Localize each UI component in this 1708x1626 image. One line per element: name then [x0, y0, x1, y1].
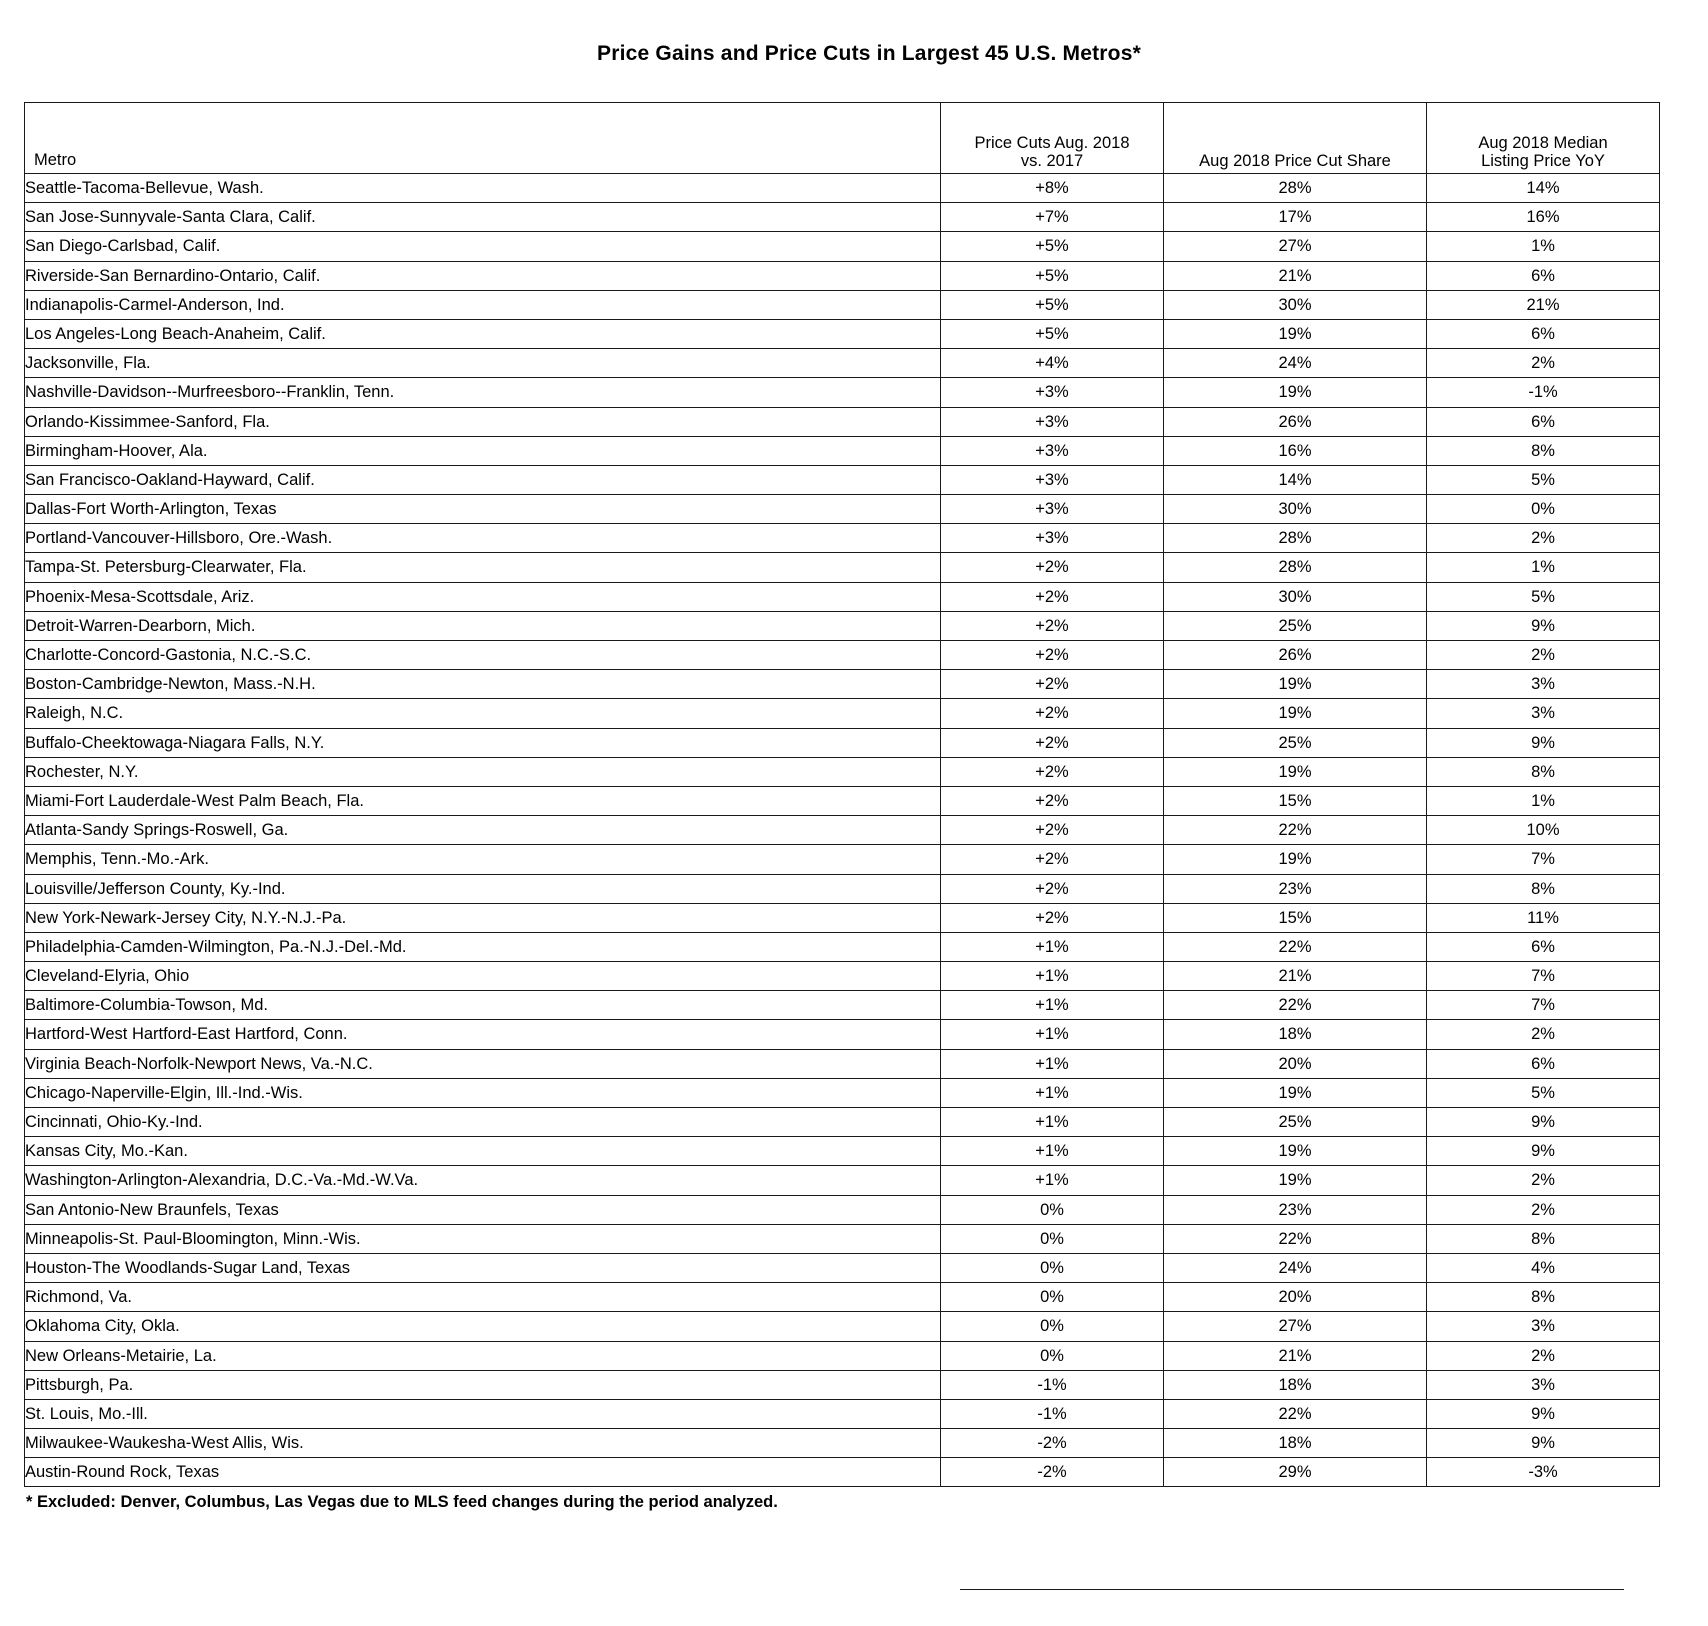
cell-price-cuts-yoy: +2%	[941, 728, 1164, 757]
cell-price-cut-share: 24%	[1164, 349, 1427, 378]
cell-median-listing-yoy: 1%	[1427, 232, 1660, 261]
column-header-median-listing-yoy	[1427, 103, 1660, 174]
cell-price-cut-share: 30%	[1164, 495, 1427, 524]
cell-metro: Riverside-San Bernardino-Ontario, Calif.	[25, 261, 941, 290]
cell-price-cut-share: 24%	[1164, 1253, 1427, 1282]
table-row	[25, 962, 1660, 991]
cell-price-cut-share: 25%	[1164, 611, 1427, 640]
table-row	[25, 845, 1660, 874]
cell-median-listing-yoy: 11%	[1427, 903, 1660, 932]
cell-median-listing-yoy: 8%	[1427, 1283, 1660, 1312]
table-row	[25, 495, 1660, 524]
table-row	[25, 203, 1660, 232]
cell-median-listing-yoy: 6%	[1427, 319, 1660, 348]
cell-metro: Memphis, Tenn.-Mo.-Ark.	[25, 845, 941, 874]
cell-price-cut-share: 21%	[1164, 1341, 1427, 1370]
cell-metro: San Antonio-New Braunfels, Texas	[25, 1195, 941, 1224]
cell-price-cuts-yoy: +2%	[941, 582, 1164, 611]
cell-price-cuts-yoy: +8%	[941, 174, 1164, 203]
cell-price-cuts-yoy: +3%	[941, 524, 1164, 553]
table-row	[25, 1137, 1660, 1166]
table-row	[25, 290, 1660, 319]
cell-price-cuts-yoy: +3%	[941, 436, 1164, 465]
table-row	[25, 670, 1660, 699]
cell-price-cuts-yoy: +7%	[941, 203, 1164, 232]
cell-metro: San Francisco-Oakland-Hayward, Calif.	[25, 465, 941, 494]
cell-metro: Nashville-Davidson--Murfreesboro--Franklin, Tenn.	[25, 378, 941, 407]
cell-price-cuts-yoy: -1%	[941, 1370, 1164, 1399]
cell-metro: Rochester, N.Y.	[25, 757, 941, 786]
cell-price-cut-share: 18%	[1164, 1429, 1427, 1458]
cell-price-cut-share: 23%	[1164, 1195, 1427, 1224]
table-row	[25, 1020, 1660, 1049]
table-row	[25, 1253, 1660, 1282]
cell-metro: Washington-Arlington-Alexandria, D.C.-Va.-Md.-W.Va.	[25, 1166, 941, 1195]
table-row	[25, 1312, 1660, 1341]
cell-metro: New Orleans-Metairie, La.	[25, 1341, 941, 1370]
column-header-median-listing-line1: Aug 2018 Median	[1478, 133, 1608, 152]
table-row	[25, 1283, 1660, 1312]
table-row	[25, 1108, 1660, 1137]
footnote-rule	[960, 1589, 1624, 1590]
cell-median-listing-yoy: 2%	[1427, 349, 1660, 378]
table-row	[25, 699, 1660, 728]
cell-median-listing-yoy: 9%	[1427, 611, 1660, 640]
cell-metro: Virginia Beach-Norfolk-Newport News, Va.-N.C.	[25, 1049, 941, 1078]
metro-price-table	[24, 102, 1660, 1487]
table-row	[25, 1049, 1660, 1078]
cell-metro: Pittsburgh, Pa.	[25, 1370, 941, 1399]
cell-price-cuts-yoy: +2%	[941, 874, 1164, 903]
cell-price-cuts-yoy: +1%	[941, 962, 1164, 991]
cell-metro: Charlotte-Concord-Gastonia, N.C.-S.C.	[25, 641, 941, 670]
cell-metro: San Diego-Carlsbad, Calif.	[25, 232, 941, 261]
cell-median-listing-yoy: 8%	[1427, 874, 1660, 903]
cell-median-listing-yoy: 6%	[1427, 407, 1660, 436]
cell-price-cuts-yoy: +1%	[941, 1166, 1164, 1195]
cell-metro: Los Angeles-Long Beach-Anaheim, Calif.	[25, 319, 941, 348]
table-row	[25, 1399, 1660, 1428]
cell-metro: Cincinnati, Ohio-Ky.-Ind.	[25, 1108, 941, 1137]
cell-median-listing-yoy: 5%	[1427, 465, 1660, 494]
cell-price-cut-share: 22%	[1164, 932, 1427, 961]
cell-price-cut-share: 21%	[1164, 261, 1427, 290]
cell-price-cut-share: 22%	[1164, 1399, 1427, 1428]
cell-price-cuts-yoy: +2%	[941, 757, 1164, 786]
cell-price-cuts-yoy: +1%	[941, 932, 1164, 961]
cell-price-cuts-yoy: 0%	[941, 1195, 1164, 1224]
cell-price-cut-share: 19%	[1164, 378, 1427, 407]
cell-median-listing-yoy: 3%	[1427, 699, 1660, 728]
cell-price-cut-share: 30%	[1164, 290, 1427, 319]
table-header-row	[25, 103, 1660, 174]
cell-metro: Phoenix-Mesa-Scottsdale, Ariz.	[25, 582, 941, 611]
cell-price-cuts-yoy: +3%	[941, 378, 1164, 407]
cell-price-cut-share: 27%	[1164, 232, 1427, 261]
cell-price-cut-share: 15%	[1164, 786, 1427, 815]
cell-price-cuts-yoy: +2%	[941, 670, 1164, 699]
cell-price-cut-share: 20%	[1164, 1049, 1427, 1078]
table-row	[25, 1166, 1660, 1195]
cell-metro: Oklahoma City, Okla.	[25, 1312, 941, 1341]
cell-price-cut-share: 23%	[1164, 874, 1427, 903]
cell-median-listing-yoy: 8%	[1427, 757, 1660, 786]
cell-median-listing-yoy: 7%	[1427, 845, 1660, 874]
cell-median-listing-yoy: 9%	[1427, 1108, 1660, 1137]
cell-median-listing-yoy: 4%	[1427, 1253, 1660, 1282]
cell-median-listing-yoy: 3%	[1427, 1312, 1660, 1341]
cell-price-cuts-yoy: -2%	[941, 1429, 1164, 1458]
cell-median-listing-yoy: 14%	[1427, 174, 1660, 203]
cell-price-cut-share: 16%	[1164, 436, 1427, 465]
cell-median-listing-yoy: 2%	[1427, 524, 1660, 553]
table-row	[25, 174, 1660, 203]
cell-price-cut-share: 19%	[1164, 757, 1427, 786]
cell-price-cut-share: 19%	[1164, 1166, 1427, 1195]
table-row	[25, 465, 1660, 494]
cell-price-cuts-yoy: 0%	[941, 1224, 1164, 1253]
cell-metro: Detroit-Warren-Dearborn, Mich.	[25, 611, 941, 640]
cell-price-cut-share: 28%	[1164, 524, 1427, 553]
cell-metro: Richmond, Va.	[25, 1283, 941, 1312]
cell-price-cut-share: 19%	[1164, 699, 1427, 728]
cell-median-listing-yoy: 3%	[1427, 670, 1660, 699]
cell-price-cuts-yoy: +5%	[941, 261, 1164, 290]
cell-price-cut-share: 19%	[1164, 670, 1427, 699]
cell-median-listing-yoy: 9%	[1427, 1399, 1660, 1428]
cell-metro: Cleveland-Elyria, Ohio	[25, 962, 941, 991]
table-row	[25, 349, 1660, 378]
cell-price-cuts-yoy: +2%	[941, 699, 1164, 728]
cell-price-cut-share: 25%	[1164, 1108, 1427, 1137]
cell-median-listing-yoy: 9%	[1427, 728, 1660, 757]
cell-median-listing-yoy: 10%	[1427, 816, 1660, 845]
cell-price-cut-share: 27%	[1164, 1312, 1427, 1341]
cell-median-listing-yoy: -3%	[1427, 1458, 1660, 1487]
cell-metro: Indianapolis-Carmel-Anderson, Ind.	[25, 290, 941, 319]
column-header-price-cuts-line1: Price Cuts Aug. 2018	[974, 133, 1130, 152]
table-header	[25, 103, 1660, 174]
cell-price-cut-share: 22%	[1164, 991, 1427, 1020]
cell-price-cuts-yoy: +1%	[941, 1078, 1164, 1107]
cell-price-cuts-yoy: 0%	[941, 1312, 1164, 1341]
table-row	[25, 874, 1660, 903]
cell-price-cuts-yoy: +2%	[941, 641, 1164, 670]
cell-price-cut-share: 19%	[1164, 319, 1427, 348]
cell-price-cut-share: 19%	[1164, 1137, 1427, 1166]
cell-median-listing-yoy: 2%	[1427, 1020, 1660, 1049]
cell-price-cuts-yoy: +2%	[941, 786, 1164, 815]
cell-median-listing-yoy: 1%	[1427, 553, 1660, 582]
cell-median-listing-yoy: 0%	[1427, 495, 1660, 524]
cell-metro: Portland-Vancouver-Hillsboro, Ore.-Wash.	[25, 524, 941, 553]
cell-price-cut-share: 20%	[1164, 1283, 1427, 1312]
cell-price-cut-share: 21%	[1164, 962, 1427, 991]
cell-price-cut-share: 18%	[1164, 1370, 1427, 1399]
cell-metro: Atlanta-Sandy Springs-Roswell, Ga.	[25, 816, 941, 845]
cell-median-listing-yoy: 2%	[1427, 1341, 1660, 1370]
cell-metro: Louisville/Jefferson County, Ky.-Ind.	[25, 874, 941, 903]
cell-price-cut-share: 28%	[1164, 174, 1427, 203]
table-row	[25, 261, 1660, 290]
table-row	[25, 991, 1660, 1020]
cell-price-cuts-yoy: +1%	[941, 1049, 1164, 1078]
cell-median-listing-yoy: 7%	[1427, 962, 1660, 991]
column-header-median-listing-line2: Listing Price YoY	[1481, 151, 1605, 170]
cell-metro: Chicago-Naperville-Elgin, Ill.-Ind.-Wis.	[25, 1078, 941, 1107]
cell-median-listing-yoy: 5%	[1427, 582, 1660, 611]
cell-price-cuts-yoy: +1%	[941, 1137, 1164, 1166]
cell-median-listing-yoy: 9%	[1427, 1429, 1660, 1458]
cell-price-cut-share: 18%	[1164, 1020, 1427, 1049]
cell-price-cuts-yoy: +5%	[941, 319, 1164, 348]
cell-metro: Orlando-Kissimmee-Sanford, Fla.	[25, 407, 941, 436]
cell-metro: Boston-Cambridge-Newton, Mass.-N.H.	[25, 670, 941, 699]
cell-price-cuts-yoy: +3%	[941, 407, 1164, 436]
table-row	[25, 1429, 1660, 1458]
cell-median-listing-yoy: 9%	[1427, 1137, 1660, 1166]
cell-price-cut-share: 26%	[1164, 407, 1427, 436]
cell-metro: Tampa-St. Petersburg-Clearwater, Fla.	[25, 553, 941, 582]
cell-metro: San Jose-Sunnyvale-Santa Clara, Calif.	[25, 203, 941, 232]
cell-price-cut-share: 28%	[1164, 553, 1427, 582]
cell-metro: Austin-Round Rock, Texas	[25, 1458, 941, 1487]
cell-median-listing-yoy: 2%	[1427, 1195, 1660, 1224]
table-row	[25, 641, 1660, 670]
cell-median-listing-yoy: -1%	[1427, 378, 1660, 407]
cell-metro: Birmingham-Hoover, Ala.	[25, 436, 941, 465]
column-header-price-cuts	[941, 103, 1164, 174]
cell-metro: Houston-The Woodlands-Sugar Land, Texas	[25, 1253, 941, 1282]
cell-price-cuts-yoy: 0%	[941, 1283, 1164, 1312]
table-row	[25, 932, 1660, 961]
table-row	[25, 1224, 1660, 1253]
cell-metro: Baltimore-Columbia-Towson, Md.	[25, 991, 941, 1020]
cell-median-listing-yoy: 16%	[1427, 203, 1660, 232]
cell-metro: Milwaukee-Waukesha-West Allis, Wis.	[25, 1429, 941, 1458]
cell-metro: Buffalo-Cheektowaga-Niagara Falls, N.Y.	[25, 728, 941, 757]
table-row	[25, 1341, 1660, 1370]
cell-price-cuts-yoy: +5%	[941, 232, 1164, 261]
cell-metro: Jacksonville, Fla.	[25, 349, 941, 378]
cell-price-cuts-yoy: +3%	[941, 495, 1164, 524]
cell-median-listing-yoy: 6%	[1427, 932, 1660, 961]
cell-median-listing-yoy: 8%	[1427, 436, 1660, 465]
cell-price-cut-share: 29%	[1164, 1458, 1427, 1487]
cell-metro: St. Louis, Mo.-Ill.	[25, 1399, 941, 1428]
cell-price-cuts-yoy: +1%	[941, 991, 1164, 1020]
table-row	[25, 436, 1660, 465]
table-row	[25, 786, 1660, 815]
cell-price-cut-share: 22%	[1164, 1224, 1427, 1253]
table-body	[25, 174, 1660, 1487]
cell-price-cuts-yoy: +2%	[941, 903, 1164, 932]
table-row	[25, 319, 1660, 348]
cell-price-cut-share: 25%	[1164, 728, 1427, 757]
cell-median-listing-yoy: 8%	[1427, 1224, 1660, 1253]
table-footnote: * Excluded: Denver, Columbus, Las Vegas due to MLS feed changes during the period analyzed.	[26, 1493, 778, 1512]
cell-median-listing-yoy: 21%	[1427, 290, 1660, 319]
table-row	[25, 378, 1660, 407]
table-row	[25, 611, 1660, 640]
cell-price-cuts-yoy: +4%	[941, 349, 1164, 378]
table-row	[25, 232, 1660, 261]
table-row	[25, 553, 1660, 582]
cell-price-cuts-yoy: +2%	[941, 816, 1164, 845]
cell-metro: Dallas-Fort Worth-Arlington, Texas	[25, 495, 941, 524]
table-row	[25, 407, 1660, 436]
column-header-price-cuts-line2: vs. 2017	[1020, 151, 1084, 170]
cell-price-cuts-yoy: +1%	[941, 1020, 1164, 1049]
cell-price-cuts-yoy: 0%	[941, 1253, 1164, 1282]
cell-median-listing-yoy: 2%	[1427, 1166, 1660, 1195]
cell-price-cuts-yoy: 0%	[941, 1341, 1164, 1370]
document-page	[0, 42, 1708, 1626]
cell-price-cuts-yoy: +3%	[941, 465, 1164, 494]
table-row	[25, 816, 1660, 845]
cell-price-cuts-yoy: -2%	[941, 1458, 1164, 1487]
table-row	[25, 1078, 1660, 1107]
cell-metro: Seattle-Tacoma-Bellevue, Wash.	[25, 174, 941, 203]
cell-metro: Raleigh, N.C.	[25, 699, 941, 728]
cell-median-listing-yoy: 6%	[1427, 1049, 1660, 1078]
table-row	[25, 1370, 1660, 1399]
cell-price-cut-share: 19%	[1164, 845, 1427, 874]
cell-price-cuts-yoy: +5%	[941, 290, 1164, 319]
cell-median-listing-yoy: 7%	[1427, 991, 1660, 1020]
cell-price-cut-share: 26%	[1164, 641, 1427, 670]
cell-metro: Kansas City, Mo.-Kan.	[25, 1137, 941, 1166]
cell-metro: Minneapolis-St. Paul-Bloomington, Minn.-Wis.	[25, 1224, 941, 1253]
table-row	[25, 903, 1660, 932]
table-row	[25, 1195, 1660, 1224]
cell-median-listing-yoy: 2%	[1427, 641, 1660, 670]
cell-price-cut-share: 17%	[1164, 203, 1427, 232]
cell-median-listing-yoy: 6%	[1427, 261, 1660, 290]
cell-median-listing-yoy: 1%	[1427, 786, 1660, 815]
cell-price-cuts-yoy: +2%	[941, 845, 1164, 874]
cell-metro: Hartford-West Hartford-East Hartford, Conn.	[25, 1020, 941, 1049]
cell-price-cuts-yoy: -1%	[941, 1399, 1164, 1428]
table-row	[25, 728, 1660, 757]
cell-price-cuts-yoy: +2%	[941, 611, 1164, 640]
column-header-price-cut-share: Aug 2018 Price Cut Share	[1164, 103, 1427, 174]
cell-price-cut-share: 30%	[1164, 582, 1427, 611]
cell-median-listing-yoy: 3%	[1427, 1370, 1660, 1399]
cell-price-cuts-yoy: +1%	[941, 1108, 1164, 1137]
table-row	[25, 524, 1660, 553]
table-row	[25, 1458, 1660, 1487]
cell-median-listing-yoy: 5%	[1427, 1078, 1660, 1107]
cell-metro: Miami-Fort Lauderdale-West Palm Beach, Fla.	[25, 786, 941, 815]
table-row	[25, 582, 1660, 611]
table-row	[25, 757, 1660, 786]
page-title: Price Gains and Price Cuts in Largest 45 U.S. Metros*	[597, 42, 1141, 65]
cell-metro: Philadelphia-Camden-Wilmington, Pa.-N.J.-Del.-Md.	[25, 932, 941, 961]
column-header-metro: Metro	[25, 103, 941, 174]
cell-price-cut-share: 14%	[1164, 465, 1427, 494]
cell-price-cuts-yoy: +2%	[941, 553, 1164, 582]
cell-price-cut-share: 15%	[1164, 903, 1427, 932]
cell-price-cut-share: 19%	[1164, 1078, 1427, 1107]
cell-metro: New York-Newark-Jersey City, N.Y.-N.J.-Pa.	[25, 903, 941, 932]
cell-price-cut-share: 22%	[1164, 816, 1427, 845]
